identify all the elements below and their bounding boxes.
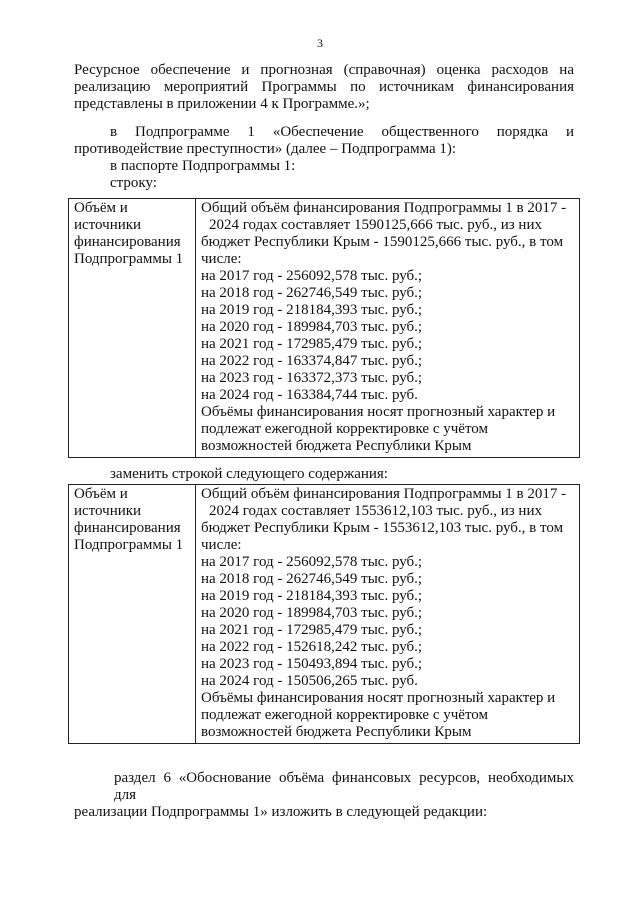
row-line: строку: [110, 175, 157, 191]
label-cell [69, 199, 196, 458]
label-line: источники [74, 503, 142, 519]
value-line: на 2019 год - 218184,393 тыс. руб.; [201, 302, 423, 318]
label-line: Подпрограммы 1 [74, 537, 184, 553]
value-cell [196, 485, 580, 744]
value-line: на 2024 год - 150506,265 тыс. руб. [201, 673, 418, 689]
value-line: на 2022 год - 163374,847 тыс. руб.; [201, 353, 423, 369]
value-line: на 2022 год - 152618,242 тыс. руб.; [201, 639, 423, 655]
value-line: на 2018 год - 262746,549 тыс. руб.; [201, 571, 423, 587]
value-line: Общий объём финансирования Подпрограммы 1 в 2017 - [201, 200, 567, 216]
label-line: Объём и [74, 200, 128, 216]
value-line: числе: [201, 251, 242, 267]
value-line: на 2018 год - 262746,549 тыс. руб.; [201, 285, 423, 301]
intro-line: Ресурсное обеспечение и прогнозная (справочная) оценка расходов на [74, 62, 574, 78]
section-line: раздел 6 «Обоснование объёма финансовых ресурсов, необходимых для [114, 770, 574, 803]
value-line: возможностей бюджета Республики Крым [201, 438, 472, 454]
subprogram-paragraph [74, 124, 574, 158]
label-cell [69, 485, 196, 744]
value-line: Общий объём финансирования Подпрограммы 1 в 2017 - [201, 486, 567, 502]
value-line: на 2023 год - 150493,894 тыс. руб.; [201, 656, 423, 672]
table-row [69, 485, 580, 744]
value-line: числе: [201, 537, 242, 553]
intro-line: реализацию мероприятий Программы по источникам финансирования [74, 79, 574, 95]
section-line: реализации Подпрограммы 1» изложить в следующей редакции: [74, 804, 488, 820]
value-line: на 2017 год - 256092,578 тыс. руб.; [201, 554, 423, 570]
passport-line: в паспорте Подпрограммы 1: [110, 158, 296, 174]
value-line: на 2019 год - 218184,393 тыс. руб.; [201, 588, 423, 604]
intro-line: представлены в приложении 4 к Программе.»; [74, 96, 370, 112]
value-line: на 2024 год - 163384,744 тыс. руб. [201, 387, 418, 403]
label-line: Объём и [74, 486, 128, 502]
intro-paragraph [74, 62, 574, 113]
value-cell [196, 199, 580, 458]
value-line: на 2021 год - 172985,479 тыс. руб.; [201, 336, 423, 352]
value-line: на 2023 год - 163372,373 тыс. руб.; [201, 370, 423, 386]
value-line: на 2021 год - 172985,479 тыс. руб.; [201, 622, 423, 638]
value-line: бюджет Республики Крым - 1590125,666 тыс. руб., в том [201, 234, 564, 250]
value-line: на 2017 год - 256092,578 тыс. руб.; [201, 268, 423, 284]
value-line: Объёмы финансирования носят прогнозный характер и [201, 404, 556, 420]
label-line: источники [74, 217, 142, 233]
table-row [69, 199, 580, 458]
section-paragraph [74, 770, 574, 821]
subprogram-line: противодействие преступности» (далее – Подпрограмма 1): [74, 141, 457, 157]
subprogram-line: в Подпрограмме 1 «Обеспечение общественного порядка и [110, 124, 574, 140]
new-passport-table [68, 484, 580, 744]
value-line: 2024 годах составляет 1553612,103 тыс. руб., из них [209, 503, 542, 519]
value-line: подлежат ежегодной корректировке с учётом [201, 707, 489, 723]
value-line: 2024 годах составляет 1590125,666 тыс. руб., из них [209, 217, 542, 233]
value-line: подлежат ежегодной корректировке с учётом [201, 421, 489, 437]
label-line: финансирования [74, 234, 181, 250]
value-line: на 2020 год - 189984,703 тыс. руб.; [201, 605, 423, 621]
old-passport-table [68, 198, 580, 458]
value-line: Объёмы финансирования носят прогнозный характер и [201, 690, 556, 706]
value-line: возможностей бюджета Республики Крым [201, 724, 472, 740]
page-number: 3 [317, 36, 323, 50]
replace-line: заменить строкой следующего содержания: [110, 466, 388, 482]
label-line: Подпрограммы 1 [74, 251, 184, 267]
value-line: бюджет Республики Крым - 1553612,103 тыс. руб., в том [201, 520, 564, 536]
label-line: финансирования [74, 520, 181, 536]
value-line: на 2020 год - 189984,703 тыс. руб.; [201, 319, 423, 335]
